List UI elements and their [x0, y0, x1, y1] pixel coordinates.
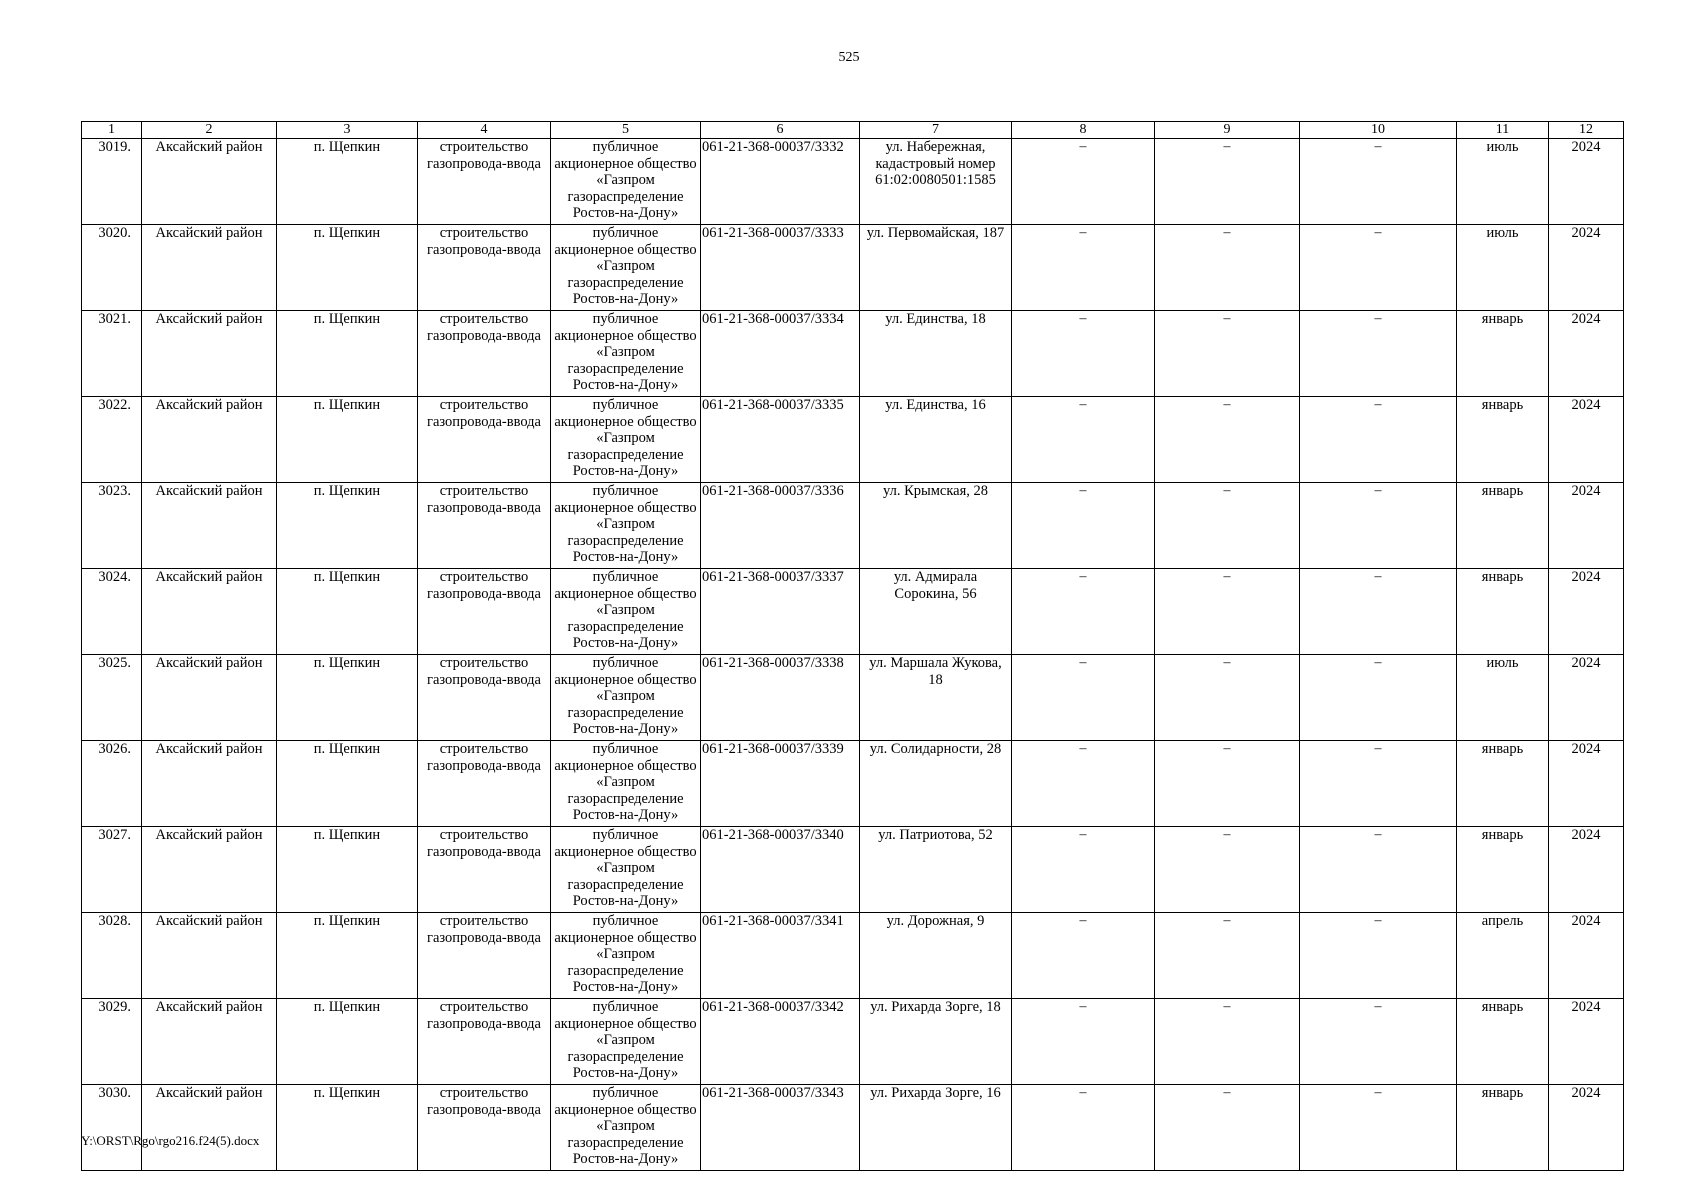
organization-cell: публичное акционерное общество «Газпром газораспределение Ростов-на-Дону»	[551, 999, 701, 1085]
table-row	[82, 225, 1624, 311]
table-row	[82, 311, 1624, 397]
row-number-cell: 3021.	[82, 311, 142, 397]
row-number-cell: 3026.	[82, 741, 142, 827]
month-cell: июль	[1457, 655, 1549, 741]
column-8-cell: –	[1012, 225, 1155, 311]
footer-file-path: Y:\ORST\Rgo\rgo216.f24(5).docx	[81, 1133, 260, 1148]
organization-cell: публичное акционерное общество «Газпром газораспределение Ростов-на-Дону»	[551, 311, 701, 397]
column-10-cell: –	[1300, 655, 1457, 741]
month-cell: апрель	[1457, 913, 1549, 999]
settlement-cell: п. Щепкин	[277, 225, 418, 311]
year-cell: 2024	[1549, 741, 1624, 827]
column-8-cell: –	[1012, 913, 1155, 999]
settlement-cell: п. Щепкин	[277, 827, 418, 913]
registration-code-cell: 061-21-368-00037/3342	[701, 999, 860, 1085]
column-9-cell: –	[1155, 397, 1300, 483]
table-body	[82, 139, 1624, 1171]
work-type-cell: строительство газопровода-ввода	[418, 741, 551, 827]
settlement-cell: п. Щепкин	[277, 311, 418, 397]
table-row	[82, 741, 1624, 827]
district-cell: Аксайский район	[142, 225, 277, 311]
settlement-cell: п. Щепкин	[277, 139, 418, 225]
table-row	[82, 397, 1624, 483]
month-cell: июль	[1457, 139, 1549, 225]
work-type-cell: строительство газопровода-ввода	[418, 1085, 551, 1171]
organization-cell: публичное акционерное общество «Газпром газораспределение Ростов-на-Дону»	[551, 655, 701, 741]
row-number-cell: 3027.	[82, 827, 142, 913]
column-8-cell: –	[1012, 999, 1155, 1085]
address-cell: ул. Набережная, кадастровый номер 61:02:0080501:1585	[860, 139, 1012, 225]
column-header: 9	[1155, 122, 1300, 139]
table-row	[82, 827, 1624, 913]
registration-code-cell: 061-21-368-00037/3340	[701, 827, 860, 913]
column-10-cell: –	[1300, 999, 1457, 1085]
settlement-cell: п. Щепкин	[277, 913, 418, 999]
year-cell: 2024	[1549, 1085, 1624, 1171]
month-cell: январь	[1457, 569, 1549, 655]
year-cell: 2024	[1549, 311, 1624, 397]
column-header: 10	[1300, 122, 1457, 139]
column-9-cell: –	[1155, 1085, 1300, 1171]
column-10-cell: –	[1300, 569, 1457, 655]
table-row	[82, 483, 1624, 569]
column-header: 2	[142, 122, 277, 139]
address-cell: ул. Крымская, 28	[860, 483, 1012, 569]
district-cell: Аксайский район	[142, 483, 277, 569]
district-cell: Аксайский район	[142, 569, 277, 655]
column-10-cell: –	[1300, 1085, 1457, 1171]
work-type-cell: строительство газопровода-ввода	[418, 311, 551, 397]
address-cell: ул. Патриотова, 52	[860, 827, 1012, 913]
column-9-cell: –	[1155, 569, 1300, 655]
row-number-cell: 3029.	[82, 999, 142, 1085]
year-cell: 2024	[1549, 569, 1624, 655]
work-type-cell: строительство газопровода-ввода	[418, 569, 551, 655]
work-type-cell: строительство газопровода-ввода	[418, 913, 551, 999]
registration-code-cell: 061-21-368-00037/3338	[701, 655, 860, 741]
organization-cell: публичное акционерное общество «Газпром газораспределение Ростов-на-Дону»	[551, 397, 701, 483]
column-9-cell: –	[1155, 999, 1300, 1085]
column-header: 5	[551, 122, 701, 139]
table-row	[82, 913, 1624, 999]
row-number-cell: 3022.	[82, 397, 142, 483]
organization-cell: публичное акционерное общество «Газпром газораспределение Ростов-на-Дону»	[551, 569, 701, 655]
column-8-cell: –	[1012, 397, 1155, 483]
address-cell: ул. Рихарда Зорге, 18	[860, 999, 1012, 1085]
row-number-cell: 3030.	[82, 1085, 142, 1171]
page-number: 525	[838, 50, 860, 65]
column-10-cell: –	[1300, 311, 1457, 397]
table-row	[82, 569, 1624, 655]
column-8-cell: –	[1012, 827, 1155, 913]
column-10-cell: –	[1300, 397, 1457, 483]
column-header: 3	[277, 122, 418, 139]
column-header: 8	[1012, 122, 1155, 139]
month-cell: январь	[1457, 999, 1549, 1085]
year-cell: 2024	[1549, 913, 1624, 999]
year-cell: 2024	[1549, 483, 1624, 569]
column-8-cell: –	[1012, 311, 1155, 397]
column-9-cell: –	[1155, 311, 1300, 397]
column-8-cell: –	[1012, 139, 1155, 225]
column-10-cell: –	[1300, 139, 1457, 225]
registration-code-cell: 061-21-368-00037/3336	[701, 483, 860, 569]
column-8-cell: –	[1012, 655, 1155, 741]
column-9-cell: –	[1155, 741, 1300, 827]
settlement-cell: п. Щепкин	[277, 569, 418, 655]
organization-cell: публичное акционерное общество «Газпром газораспределение Ростов-на-Дону»	[551, 827, 701, 913]
settlement-cell: п. Щепкин	[277, 483, 418, 569]
organization-cell: публичное акционерное общество «Газпром газораспределение Ростов-на-Дону»	[551, 1085, 701, 1171]
month-cell: январь	[1457, 1085, 1549, 1171]
column-header: 1	[82, 122, 142, 139]
column-10-cell: –	[1300, 225, 1457, 311]
district-cell: Аксайский район	[142, 913, 277, 999]
column-9-cell: –	[1155, 139, 1300, 225]
column-10-cell: –	[1300, 741, 1457, 827]
column-9-cell: –	[1155, 655, 1300, 741]
district-cell: Аксайский район	[142, 139, 277, 225]
year-cell: 2024	[1549, 397, 1624, 483]
registration-code-cell: 061-21-368-00037/3343	[701, 1085, 860, 1171]
column-header: 6	[701, 122, 860, 139]
district-cell: Аксайский район	[142, 311, 277, 397]
registration-code-cell: 061-21-368-00037/3334	[701, 311, 860, 397]
work-type-cell: строительство газопровода-ввода	[418, 139, 551, 225]
column-10-cell: –	[1300, 913, 1457, 999]
column-10-cell: –	[1300, 483, 1457, 569]
address-cell: ул. Единства, 16	[860, 397, 1012, 483]
settlement-cell: п. Щепкин	[277, 1085, 418, 1171]
district-cell: Аксайский район	[142, 397, 277, 483]
district-cell: Аксайский район	[142, 1085, 277, 1171]
month-cell: январь	[1457, 483, 1549, 569]
column-header: 4	[418, 122, 551, 139]
district-cell: Аксайский район	[142, 827, 277, 913]
month-cell: январь	[1457, 827, 1549, 913]
organization-cell: публичное акционерное общество «Газпром газораспределение Ростов-на-Дону»	[551, 225, 701, 311]
settlement-cell: п. Щепкин	[277, 999, 418, 1085]
gas-pipeline-schedule-table	[81, 121, 1624, 1171]
registration-code-cell: 061-21-368-00037/3339	[701, 741, 860, 827]
table-row	[82, 999, 1624, 1085]
registration-code-cell: 061-21-368-00037/3332	[701, 139, 860, 225]
row-number-cell: 3025.	[82, 655, 142, 741]
registration-code-cell: 061-21-368-00037/3335	[701, 397, 860, 483]
table-row	[82, 655, 1624, 741]
column-8-cell: –	[1012, 741, 1155, 827]
address-cell: ул. Единства, 18	[860, 311, 1012, 397]
column-number-row	[82, 122, 1624, 139]
address-cell: ул. Маршала Жукова, 18	[860, 655, 1012, 741]
month-cell: июль	[1457, 225, 1549, 311]
column-9-cell: –	[1155, 913, 1300, 999]
settlement-cell: п. Щепкин	[277, 741, 418, 827]
column-8-cell: –	[1012, 569, 1155, 655]
column-8-cell: –	[1012, 1085, 1155, 1171]
work-type-cell: строительство газопровода-ввода	[418, 483, 551, 569]
address-cell: ул. Рихарда Зорге, 16	[860, 1085, 1012, 1171]
column-header: 7	[860, 122, 1012, 139]
work-type-cell: строительство газопровода-ввода	[418, 397, 551, 483]
district-cell: Аксайский район	[142, 655, 277, 741]
work-type-cell: строительство газопровода-ввода	[418, 999, 551, 1085]
column-10-cell: –	[1300, 827, 1457, 913]
year-cell: 2024	[1549, 999, 1624, 1085]
registration-code-cell: 061-21-368-00037/3333	[701, 225, 860, 311]
address-cell: ул. Дорожная, 9	[860, 913, 1012, 999]
month-cell: январь	[1457, 741, 1549, 827]
registration-code-cell: 061-21-368-00037/3337	[701, 569, 860, 655]
address-cell: ул. Адмирала Сорокина, 56	[860, 569, 1012, 655]
address-cell: ул. Солидарности, 28	[860, 741, 1012, 827]
settlement-cell: п. Щепкин	[277, 655, 418, 741]
registration-code-cell: 061-21-368-00037/3341	[701, 913, 860, 999]
organization-cell: публичное акционерное общество «Газпром газораспределение Ростов-на-Дону»	[551, 913, 701, 999]
month-cell: январь	[1457, 397, 1549, 483]
row-number-cell: 3019.	[82, 139, 142, 225]
row-number-cell: 3028.	[82, 913, 142, 999]
row-number-cell: 3020.	[82, 225, 142, 311]
year-cell: 2024	[1549, 139, 1624, 225]
column-8-cell: –	[1012, 483, 1155, 569]
work-type-cell: строительство газопровода-ввода	[418, 827, 551, 913]
table-row	[82, 139, 1624, 225]
column-9-cell: –	[1155, 483, 1300, 569]
column-header: 12	[1549, 122, 1624, 139]
month-cell: январь	[1457, 311, 1549, 397]
organization-cell: публичное акционерное общество «Газпром газораспределение Ростов-на-Дону»	[551, 483, 701, 569]
year-cell: 2024	[1549, 827, 1624, 913]
organization-cell: публичное акционерное общество «Газпром газораспределение Ростов-на-Дону»	[551, 139, 701, 225]
address-cell: ул. Первомайская, 187	[860, 225, 1012, 311]
table-row	[82, 1085, 1624, 1171]
year-cell: 2024	[1549, 655, 1624, 741]
column-9-cell: –	[1155, 827, 1300, 913]
work-type-cell: строительство газопровода-ввода	[418, 225, 551, 311]
column-header: 11	[1457, 122, 1549, 139]
organization-cell: публичное акционерное общество «Газпром газораспределение Ростов-на-Дону»	[551, 741, 701, 827]
settlement-cell: п. Щепкин	[277, 397, 418, 483]
row-number-cell: 3023.	[82, 483, 142, 569]
work-type-cell: строительство газопровода-ввода	[418, 655, 551, 741]
district-cell: Аксайский район	[142, 741, 277, 827]
year-cell: 2024	[1549, 225, 1624, 311]
column-9-cell: –	[1155, 225, 1300, 311]
row-number-cell: 3024.	[82, 569, 142, 655]
district-cell: Аксайский район	[142, 999, 277, 1085]
